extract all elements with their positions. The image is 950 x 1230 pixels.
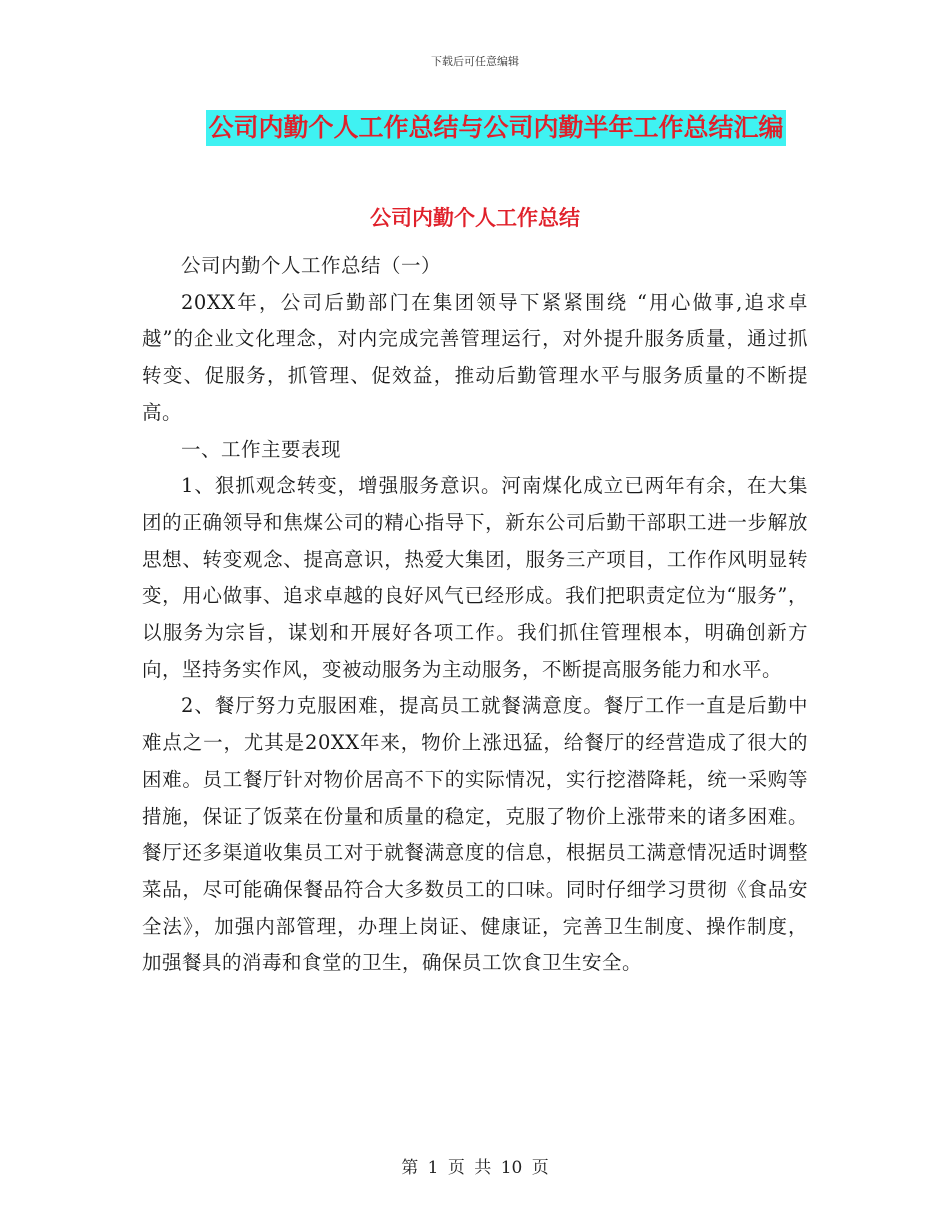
header-note: 下载后可任意编辑 xyxy=(431,55,519,68)
body-paragraph: 20XX年，公司后勤部门在集团领导下紧紧围绕 “用心做事,追求卓越”的企业文化理念，对内完成完善管理运行，对外提升服务质量，通过抓转变、促服务，抓管理、促效益，推动后勤管理水平与服务质量的不断提高。 xyxy=(142,290,808,424)
subsection-heading: 公司内勤个人工作总结（一） xyxy=(181,254,442,277)
body-paragraph: 1、狠抓观念转变，增强服务意识。河南煤化成立已两年有余，在大集团的正确领导和焦煤公司的精心指导下，新东公司后勤干部职工进一步解放思想、转变观念、提高意识，热爱大集团，服务三产项目，工作作风明显转变，用心做事、追求卓越的良好风气已经形成。我们把职责定位为“服务”，以服务为宗旨，谋划和开展好各项工作。我们抓住管理根本，明确创新方向，坚持务实作风，变被动服务为主动服务，不断提高服务能力和水平。 xyxy=(142,474,808,681)
section-title: 公司内勤个人工作总结 xyxy=(370,206,580,230)
page-footer: 第 1 页 共 10 页 xyxy=(401,1158,549,1178)
body-paragraph: 2、餐厅努力克服困难，提高员工就餐满意度。餐厅工作一直是后勤中难点之一，尤其是20XX年来，物价上涨迅猛，给餐厅的经营造成了很大的困难。员工餐厅针对物价居高不下的实际情况，实行挖潜降耗，统一采购等措施，保证了饭菜在份量和质量的稳定，克服了物价上涨带来的诸多困难。餐厅还多渠道收集员工对于就餐满意度的信息，根据员工满意情况适时调整菜品，尽可能确保餐品符合大多数员工的口味。同时仔细学习贯彻《食品安全法》，加强内部管理，办理上岗证、健康证，完善卫生制度、操作制度，加强餐具的消毒和食堂的卫生，确保员工饮食卫生安全。 xyxy=(142,694,808,975)
subsection-heading: 一、工作主要表现 xyxy=(181,437,342,461)
document-body xyxy=(142,248,808,982)
main-title-container xyxy=(0,110,950,146)
main-title: 公司内勤个人工作总结与公司内勤半年工作总结汇编 xyxy=(206,110,785,146)
